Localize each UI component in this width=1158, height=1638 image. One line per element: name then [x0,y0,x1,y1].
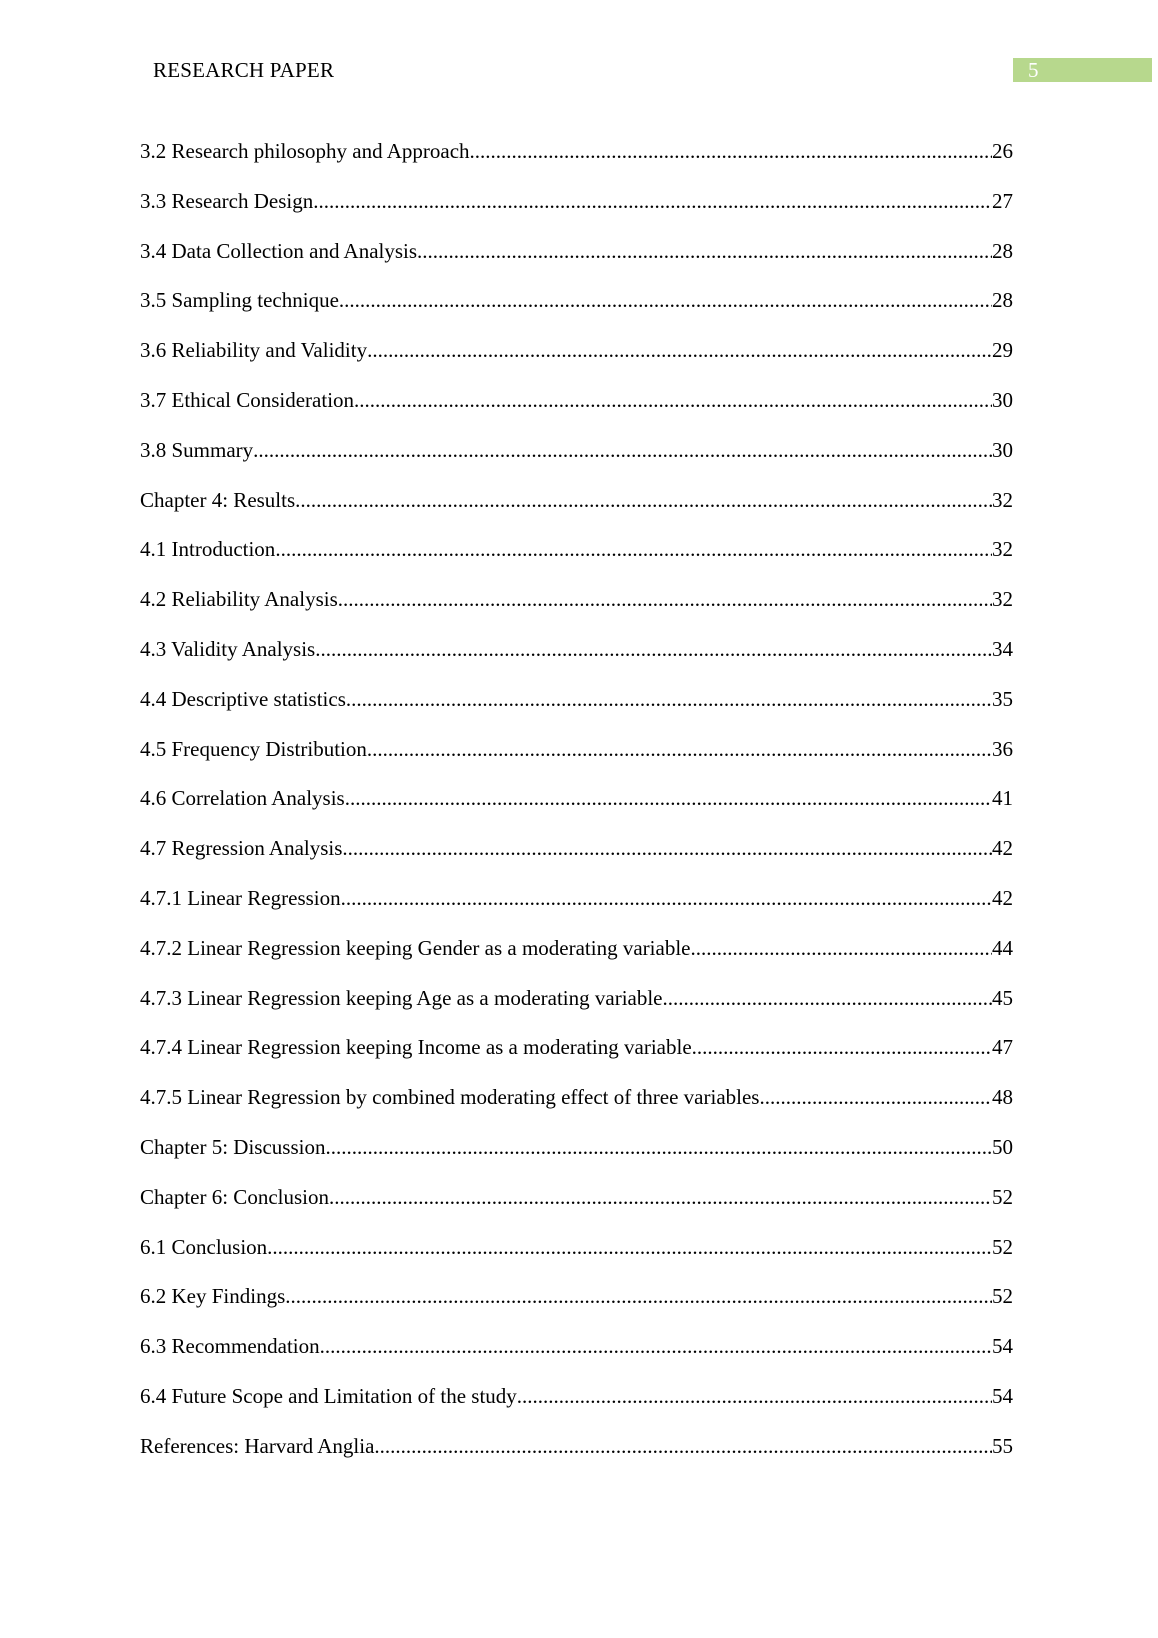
toc-entry[interactable] [140,1433,1013,1483]
toc-dot-leader [253,437,992,463]
toc-dot-leader [517,1383,992,1409]
toc-dot-leader [367,736,992,762]
toc-dot-leader [345,785,992,811]
toc-entry-page: 55 [992,1433,1013,1458]
toc-entry-page: 28 [992,238,1013,263]
toc-entry-title: Chapter 4: Results [140,487,296,512]
toc-dot-leader [325,1134,992,1160]
toc-entry[interactable] [140,1184,1013,1234]
toc-dot-leader [320,1333,992,1359]
toc-entry-page: 50 [992,1134,1013,1159]
toc-entry[interactable] [140,885,1013,935]
toc-entry-title: 4.2 Reliability Analysis [140,587,338,612]
toc-entry[interactable] [140,238,1013,288]
toc-entry-page: 29 [992,338,1013,363]
toc-entry-page: 35 [992,686,1013,711]
toc-entry-title: 3.3 Research Design [140,188,314,213]
toc-entry[interactable] [140,835,1013,885]
toc-entry[interactable] [140,437,1013,487]
page-number-box [1013,58,1152,82]
toc-entry[interactable] [140,785,1013,835]
toc-entry-title: 6.1 Conclusion [140,1234,268,1259]
toc-entry-title: References: Harvard Anglia [140,1433,375,1458]
toc-entry-title: 3.8 Summary [140,437,254,462]
toc-entry-title: 4.7.3 Linear Regression keeping Age as a moderating variable [140,985,663,1010]
toc-dot-leader [329,1184,992,1210]
toc-entry-page: 30 [992,387,1013,412]
toc-entry-title: 4.7.2 Linear Regression keeping Gender as a moderating variable [140,935,691,960]
toc-dot-leader [339,287,992,313]
toc-entry-page: 44 [992,935,1013,960]
toc-entry-page: 26 [992,139,1013,163]
toc-entry[interactable] [140,487,1013,537]
toc-entry-title: 4.1 Introduction [140,537,276,562]
toc-entry[interactable] [140,536,1013,586]
toc-dot-leader [354,387,992,413]
toc-dot-leader [313,188,992,214]
toc-entry[interactable] [140,287,1013,337]
toc-entry-page: 45 [992,985,1013,1010]
toc-entry-page: 30 [992,437,1013,462]
toc-entry-page: 28 [992,288,1013,313]
toc-entry-title: 4.5 Frequency Distribution [140,736,367,761]
toc-dot-leader [267,1234,992,1260]
toc-dot-leader [341,885,992,911]
toc-entry-title: Chapter 5: Discussion [140,1134,326,1159]
toc-entry-title: 4.6 Correlation Analysis [140,786,345,811]
toc-entry[interactable] [140,1333,1013,1383]
toc-entry[interactable] [140,1283,1013,1333]
toc-entry-title: 6.2 Key Findings [140,1284,286,1309]
toc-entry-page: 41 [992,786,1013,811]
toc-entry-title: 3.4 Data Collection and Analysis [140,238,418,263]
toc-entry-title: 3.2 Research philosophy and Approach [140,139,470,163]
table-of-contents [140,138,1013,1483]
toc-entry-title: 4.3 Validity Analysis [140,636,316,661]
toc-entry[interactable] [140,387,1013,437]
toc-dot-leader [374,1433,992,1459]
toc-entry-title: 4.7 Regression Analysis [140,836,343,861]
toc-entry[interactable] [140,1084,1013,1134]
toc-dot-leader [417,238,992,264]
toc-entry-page: 27 [992,188,1013,213]
toc-entry-title: 4.4 Descriptive statistics [140,686,346,711]
toc-entry[interactable] [140,1234,1013,1284]
toc-entry-page: 34 [992,636,1013,661]
toc-entry-page: 52 [992,1234,1013,1259]
toc-entry-title: Chapter 6: Conclusion [140,1184,329,1209]
toc-entry-title: 4.7.1 Linear Regression [140,885,341,910]
toc-entry-page: 42 [992,836,1013,861]
toc-dot-leader [367,337,992,363]
toc-entry[interactable] [140,586,1013,636]
toc-dot-leader [295,487,992,513]
toc-entry-page: 54 [992,1334,1013,1359]
toc-dot-leader [285,1283,992,1309]
toc-entry[interactable] [140,985,1013,1035]
toc-dot-leader [338,586,992,612]
toc-dot-leader [342,835,992,861]
toc-entry-page: 36 [992,736,1013,761]
toc-dot-leader [275,536,992,562]
toc-entry-page: 52 [992,1284,1013,1309]
toc-entry-title: 6.3 Recommendation [140,1334,320,1359]
toc-entry[interactable] [140,1034,1013,1084]
toc-entry[interactable] [140,1134,1013,1184]
toc-entry-page: 48 [992,1085,1013,1110]
toc-entry-title: 3.5 Sampling technique [140,288,339,313]
toc-entry-title: 3.7 Ethical Consideration [140,387,355,412]
toc-entry-page: 42 [992,885,1013,910]
toc-entry[interactable] [140,138,1013,188]
toc-entry-title: 3.6 Reliability and Validity [140,338,368,363]
toc-entry-page: 52 [992,1184,1013,1209]
page-number: 5 [1028,58,1039,82]
toc-entry[interactable] [140,337,1013,387]
toc-dot-leader [663,985,993,1011]
toc-entry[interactable] [140,935,1013,985]
toc-entry[interactable] [140,686,1013,736]
toc-entry-page: 54 [992,1383,1013,1408]
toc-entry-title: 6.4 Future Scope and Limitation of the study [140,1383,517,1408]
toc-entry[interactable] [140,736,1013,786]
toc-dot-leader [346,686,992,712]
toc-dot-leader [470,138,992,164]
running-head: RESEARCH PAPER [153,58,335,82]
toc-dot-leader [692,1034,992,1060]
toc-entry-title: 4.7.5 Linear Regression by combined moderating effect of three variables [140,1085,760,1110]
toc-dot-leader [315,636,992,662]
toc-entry-page: 32 [992,587,1013,612]
toc-dot-leader [759,1084,992,1110]
toc-entry[interactable] [140,1383,1013,1433]
toc-entry-page: 32 [992,537,1013,562]
toc-entry-title: 4.7.4 Linear Regression keeping Income as a moderating variable [140,1035,692,1060]
toc-dot-leader [690,935,992,961]
toc-entry-page: 32 [992,487,1013,512]
toc-entry[interactable] [140,188,1013,238]
toc-entry-page: 47 [992,1035,1013,1060]
toc-entry[interactable] [140,636,1013,686]
